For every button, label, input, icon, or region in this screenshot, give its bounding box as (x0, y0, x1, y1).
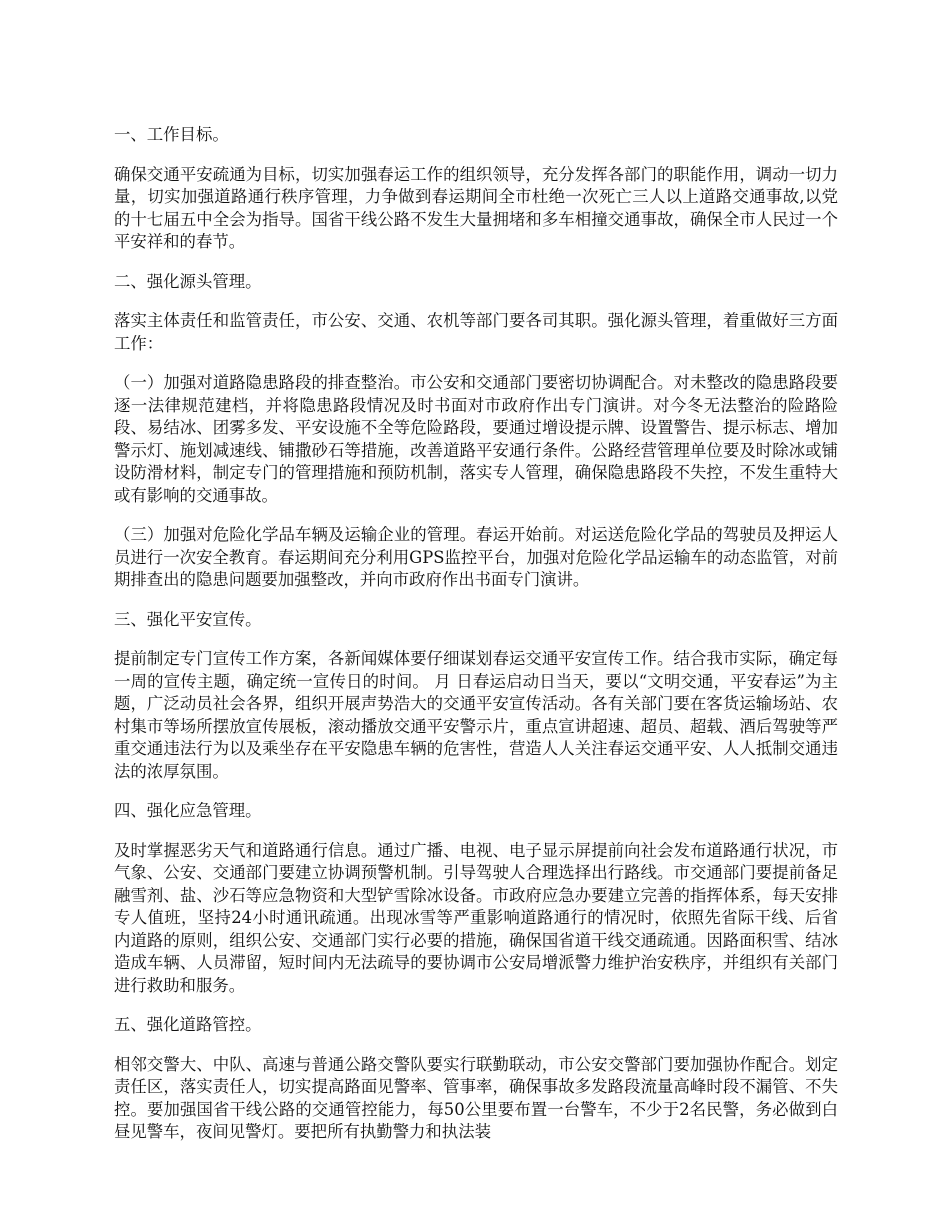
heading-4: 四、强化应急管理。 (114, 801, 262, 820)
para-7: 相邻交警大、中队、高速与普通公路交警队要实行联勤联动，市公安交警部门要加强协作配合。划定责任区，落实责任人，切实提高路面见警率、管事率，确保事故多发路段流量高峰时段不漏管、不失控。要加强国省干线公路的交通管控能力，每50公里要布置一台警车，不少于2名民警，务必做到白昼见警车，夜间见警灯。要把所有执勤警力和执法装 (114, 1054, 838, 1141)
para-5: 提前制定专门宣传工作方案，各新闻媒体要仔细谋划春运交通平安宣传工作。结合我市实际，确定每一周的宣传主题，确定统一宣传日的时间。 月 日春运启动日当天，要以“文明交通，平安春运”为主题，广泛动员社会各界，组织开展声势浩大的交通平安宣传活动。各有关部门要在客货运输场站、农村集市等场所摆放宣传展板，滚动播放交通平安警示片，重点宣讲超速、超员、超载、酒后驾驶等严重交通违法行为以及乘坐存在平安隐患车辆的危害性，营造人人关注春运交通平安、人人抵制交通违法的浓厚氛围。 (114, 649, 838, 781)
document-body (114, 124, 838, 1161)
heading-1: 一、工作目标。 (114, 125, 229, 144)
para-1: 确保交通平安疏通为目标，切实加强春运工作的组织领导，充分发挥各部门的职能作用，调动一切力量，切实加强道路通行秩序管理，力争做到春运期间全市杜绝一次死亡三人以上道路交通事故,以党的十七届五中全会为指导。国省干线公路不发生大量拥堵和多车相撞交通事故，确保全市人民过一个平安祥和的春节。 (114, 164, 838, 251)
para-6: 及时掌握恶劣天气和道路通行信息。通过广播、电视、电子显示屏提前向社会发布道路通行状况，市气象、公安、交通部门要建立协调预警机制。引导驾驶人合理选择出行路线。市交通部门要提前备足融雪剂、盐、沙石等应急物资和大型铲雪除冰设备。市政府应急办要建立完善的指挥体系，每天安排专人值班，坚持24小时通讯疏通。出现冰雪等严重影响道路通行的情况时，依照先省际干线、后省内道路的原则，组织公安、交通部门实行必要的措施，确保国省道干线交通疏通。因路面积雪、结冰造成车辆、人员滞留，短时间内无法疏导的要协调市公安局增派警力维护治安秩序，并组织有关部门进行救助和服务。 (114, 840, 838, 995)
heading-5: 五、强化道路管控。 (114, 1015, 262, 1034)
para-4: （三）加强对危险化学品车辆及运输企业的管理。春运开始前。对运送危险化学品的驾驶员及押运人员进行一次安全教育。春运期间充分利用GPS监控平台，加强对危险化学品运输车的动态监管，对前期排查出的隐患问题要加强整改，并向市政府作出书面专门演讲。 (114, 525, 838, 589)
para-3: （一）加强对道路隐患路段的排查整治。市公安和交通部门要密切协调配合。对未整改的隐患路段要逐一法律规范建档，并将隐患路段情况及时书面对市政府作出专门演讲。对今冬无法整治的险路险段、易结冰、团雾多发、平安设施不全等危险路段，要通过增设提示牌、设置警告、提示标志、增加警示灯、施划减速线、铺撒砂石等措施，改善道路平安通行条件。公路经营管理单位要及时除冰或铺设防滑材料，制定专门的管理措施和预防机制，落实专人管理，确保隐患路段不失控，不发生重特大或有影响的交通事故。 (114, 373, 838, 505)
para-2: 落实主体责任和监管责任，市公安、交通、农机等部门要各司其职。强化源头管理，着重做好三方面工作： (114, 311, 838, 353)
heading-2: 二、强化源头管理。 (114, 271, 262, 291)
heading-3: 三、强化平安宣传。 (114, 609, 262, 629)
